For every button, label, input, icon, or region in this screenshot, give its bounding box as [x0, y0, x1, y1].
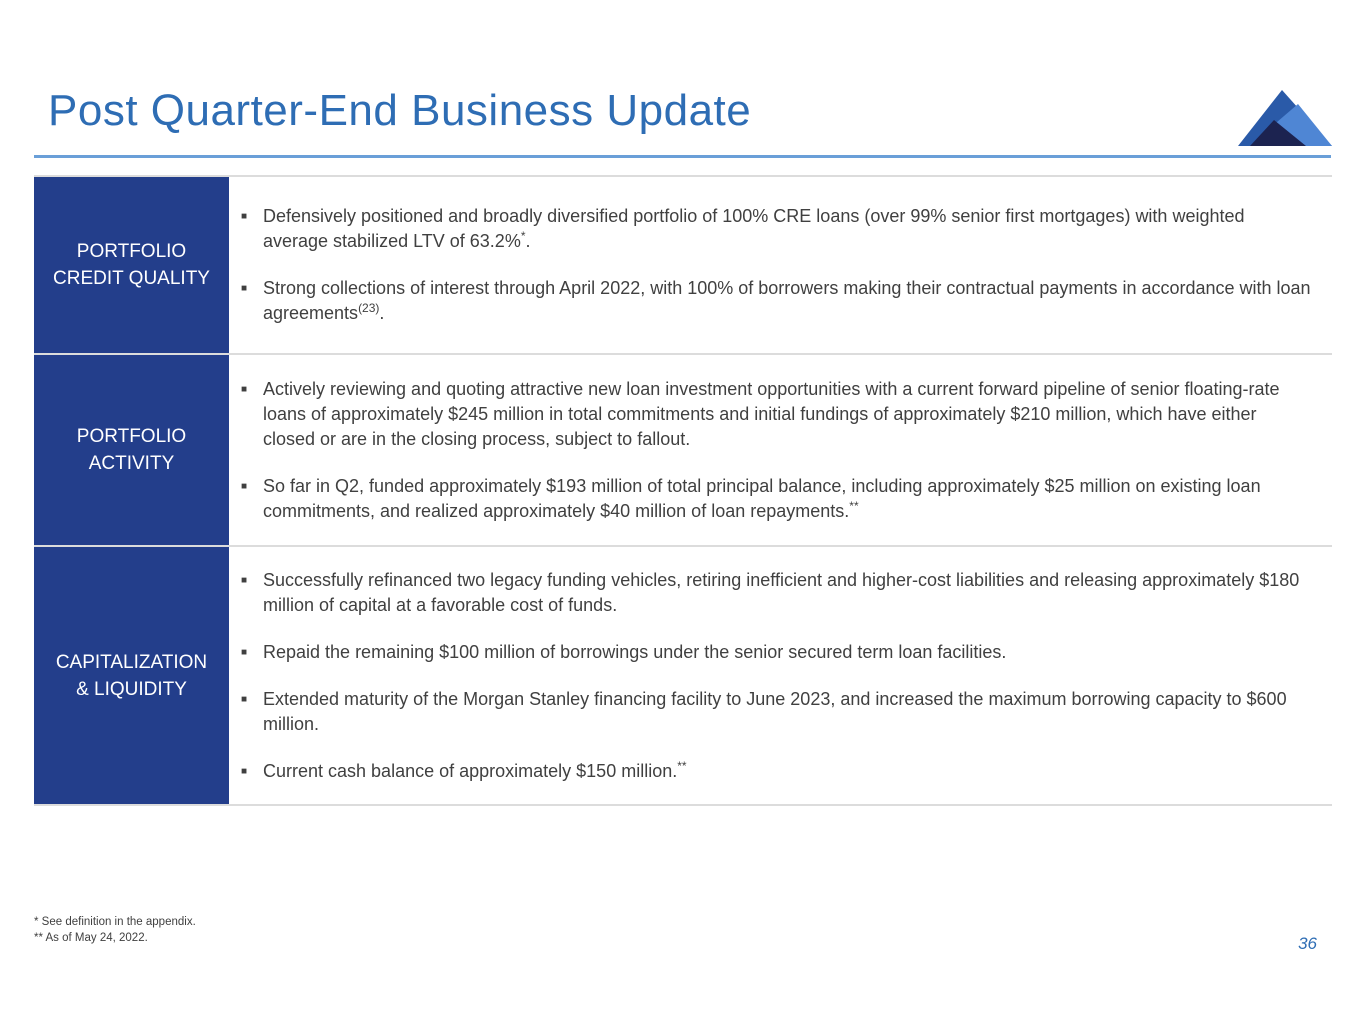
square-bullet-icon: ■	[241, 765, 248, 777]
bullet-tail: .	[379, 303, 385, 323]
bullet-text: Successfully refinanced two legacy funding vehicles, retiring inefficient and higher-cost liabilities and releasing approximately $180 million of capital at a favorable cost of funds.	[263, 569, 1300, 615]
row-content	[229, 547, 1332, 804]
list-item	[241, 759, 1312, 784]
list-item	[241, 204, 1312, 254]
square-bullet-icon: ■	[241, 211, 248, 222]
list-item	[241, 377, 1312, 452]
list-item	[241, 687, 1312, 737]
bullet-text: So far in Q2, funded approximately $193 million of total principal balance, including approximately $25 million on existing loan commitments, and realized approximately $40 million of loan repayments.	[263, 475, 1261, 521]
square-bullet-icon: ■	[241, 693, 248, 705]
footnote: ** As of May 24, 2022.	[34, 932, 148, 944]
row-label	[34, 547, 229, 804]
bullet-text: Defensively positioned and broadly diversified portfolio of 100% CRE loans (over 99% senior first mortgages) with weighted average stabilized LTV of 63.2%	[263, 206, 1245, 251]
row-credit-quality	[34, 177, 1332, 355]
square-bullet-icon: ■	[241, 646, 248, 658]
bullet-text: Current cash balance of approximately $150 million.	[263, 760, 678, 781]
title-divider	[34, 155, 1331, 158]
mountain-logo-icon	[1236, 88, 1332, 148]
row-capitalization-liquidity	[34, 547, 1332, 806]
bullet-text: Extended maturity of the Morgan Stanley financing facility to June 2023, and increased the maximum borrowing capacity to $600 million.	[263, 688, 1287, 734]
row-label-line: PORTFOLIO	[76, 241, 187, 262]
list-item	[241, 568, 1312, 618]
bullet-text: Actively reviewing and quoting attractive new loan investment opportunities with a current forward pipeline of senior floating-rate loans of approximately $245 million in total commitments and initial fundings of approximately $210 million, which have either closed or are in the closing process, subject to fallout.	[263, 378, 1280, 449]
list-item	[241, 276, 1312, 326]
footnote-marker: (23)	[358, 301, 380, 315]
row-label-line: CAPITALIZATION	[55, 651, 208, 673]
update-table	[34, 175, 1332, 806]
page-title: Post Quarter-End Business Update	[48, 86, 752, 135]
square-bullet-icon: ■	[241, 383, 248, 395]
footnote: * See definition in the appendix.	[34, 916, 196, 928]
square-bullet-icon: ■	[241, 574, 248, 586]
square-bullet-icon: ■	[241, 283, 248, 294]
footnote-marker: **	[849, 498, 859, 513]
row-label	[34, 177, 229, 353]
square-bullet-icon: ■	[241, 480, 248, 492]
footnote-marker: **	[677, 758, 687, 773]
bullet-tail: .	[525, 231, 531, 251]
row-portfolio-activity	[34, 355, 1332, 547]
list-item	[241, 640, 1312, 665]
page-number: 36	[1298, 934, 1317, 953]
row-label	[34, 355, 229, 545]
bullet-text: Strong collections of interest through April 2022, with 100% of borrowers making their contractual payments in accordance with loan agreements	[263, 278, 1311, 323]
footnotes	[34, 914, 196, 946]
list-item	[241, 474, 1312, 524]
row-label-line: & LIQUIDITY	[76, 678, 187, 700]
row-label-line: ACTIVITY	[88, 453, 175, 474]
row-content	[229, 355, 1332, 545]
bullet-text: Repaid the remaining $100 million of borrowings under the senior secured term loan facilities.	[263, 641, 1007, 662]
row-label-line: CREDIT QUALITY	[53, 268, 210, 289]
row-content	[229, 177, 1332, 353]
footnote-marker: *	[520, 229, 526, 243]
row-label-line: PORTFOLIO	[76, 426, 187, 447]
